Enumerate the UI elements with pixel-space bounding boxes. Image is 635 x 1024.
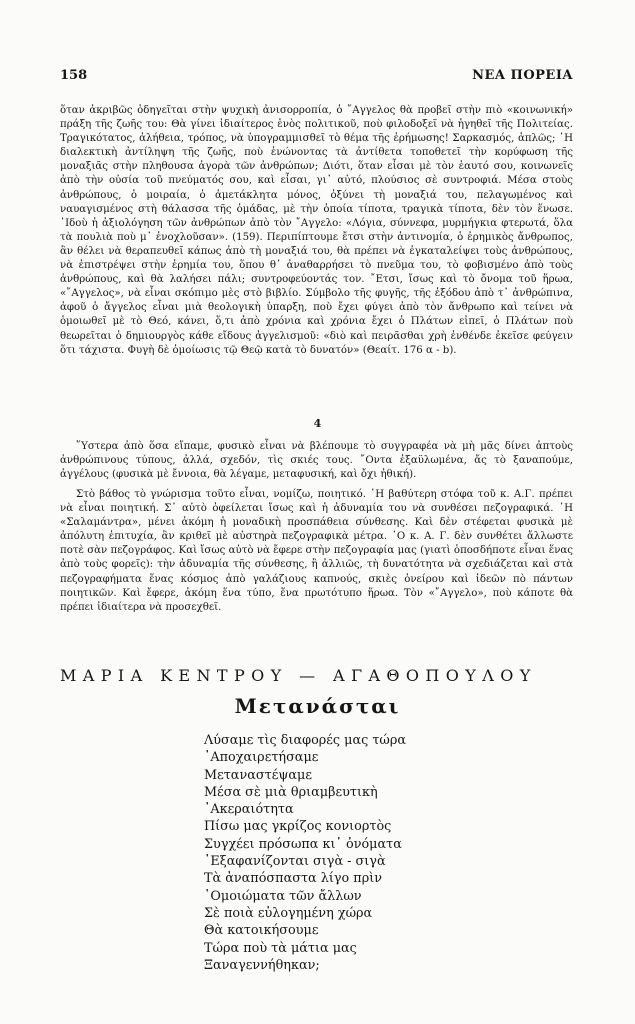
poem-line: Ξαναγεννήθηκαν; xyxy=(204,957,320,973)
poem-line: Πίσω μας γκρίζος κονιορτὸς xyxy=(204,819,392,835)
article-paragraph-2: ῞Υστερα ἀπὸ ὅσα εἴπαμε, φυσικὸ εἶναι νὰ βλέπουμε τὸ συγγραφέα νὰ μὴ μᾶς δίνει ἀπτοὺς ἀνθρώπινους τύπους, ἀλλά, σχεδόν, τὶς σκιές τους. ῎Οντα ἐξαϋλωμένα, ἄς τὸ ξαναπούμε, ἀγγέλους (φυσικὰ μὲ ἔννοια, θὰ λέγαμε, μεταφυσική, καὶ ὄχι ἠθική). xyxy=(60,441,573,481)
poem-title: Μετανάσται xyxy=(234,694,401,718)
poem-body xyxy=(204,732,406,974)
article-paragraph-3: Στὸ βάθος τὸ γνώρισμα τοῦτο εἶναι, νομίζω, ποιητικό. ῾Η βαθύτερη στόφα τοῦ κ. Α.Γ. πρέπει νὰ εἶναι ποιητική. Σ᾿ αὐτὸ ὀφείλεται ἴσως καὶ ἡ ἀδυναμία του νὰ συνθέσει πεζογραφικά. ῾Η «Σαλαμάντρα», μένει ἀκόμη ἡ μοναδικὴ προσπάθεια σύνθεσης. Καὶ δὲν στέφεται φυσικὰ μὲ ἀπόλυτη ἐπιτυχία, ἂν κριθεῖ μὲ αὐστηρὰ πεζογραφικὰ μέτρα. ᾿Ο κ. Α. Γ. δὲν συνθέτει ἄλλωστε ποτὲ σὰν πεζογράφος. Καὶ ἴσως αὐτὸ νὰ ἔφερε στὴν πεζογραφία μας (γιατὶ ὁποσδήποτε εἶναι ἕνας ἀπὸ τοὺς φορεῖς): τὴν ἀδυναμία τῆς σύνθεσης, ἢ ἀλλιῶς, τὴ δυνατότητα νὰ σχεδιάζεται καὶ στὰ πεζογραφήματα ἕνας κόσμος ἀπὸ γαλάζιους καπνούς, σκιὲς ὀνείρου καὶ ἰδεῶν πὸ πάντων ποιητικῶν. Καὶ ἔφερε, ἀκόμη ἕνα τύπο, ἕνα πρωτότυπο ἥρωα. Τὸν «῎Αγγελο», ποὺ κάποτε θὰ πρέπει ἰδιαίτερα νὰ προσεχθεῖ. xyxy=(60,489,573,613)
poem-line: Μεταναστέψαμε xyxy=(204,767,312,783)
poem-line: Τώρα ποὺ τὰ μάτια μας xyxy=(204,940,357,956)
poem-line: Θὰ κατοικήσουμε xyxy=(204,923,319,939)
page-number: 158 xyxy=(60,68,88,83)
poem-line: ᾿Αποχαιρετήσαμε xyxy=(204,750,319,766)
poem-line: ᾿Εξαφανίζονται σιγὰ - σιγὰ xyxy=(204,854,386,870)
poem-line: ᾿Ακεραιότητα xyxy=(204,802,294,818)
poem-line: Συγχέει πρόσωπα κι᾿ ὀνόματα xyxy=(204,836,402,852)
poem-line: Λύσαμε τὶς διαφορές μας τώρα xyxy=(204,733,407,748)
poem-line: ῾Ομοιώματα τῶν ἄλλων xyxy=(204,888,362,904)
poem-line: Μέσα σὲ μιὰ θριαμβευτικὴ xyxy=(204,784,378,800)
page-header xyxy=(60,68,573,88)
poem-line: Σὲ ποιὰ εὐλογημένη χώρα xyxy=(204,905,373,921)
section-number: 4 xyxy=(313,417,322,430)
poem-author: ΜΑΡΙΑ ΚΕΝΤΡΟΥ — ΑΓΑΘΟΠΟΥΛΟΥ xyxy=(60,666,537,685)
poem-line: Τὰ ἀναπόσπαστα λίγο πρὶν xyxy=(204,871,383,887)
journal-title: ΝΕΑ ΠΟΡΕΙΑ xyxy=(472,68,573,83)
article-paragraph-1: ὅταν ἀκριβῶς ὁδηγεῖται στὴν ψυχικὴ ἀνισορροπία, ὁ ῎Αγγελος θὰ προβεῖ στὴν πιὸ «κοινωνική» πράξη τῆς ζωῆς του: Θὰ γίνει ἰδιαίτερος ἑνὸς πολιτικοῦ, ποὺ φιλοδοξεῖ νὰ ἡγηθεῖ τῆς Πολιτείας. Τραγικότατος, ἀλήθεια, τρόπος, νὰ ὑπογραμμισθεῖ τὸ θέμα τῆς ἐρήμωσης! Σαρκασμός, ἁπλῶς; ῾Η διαλεκτικὴ ἀντίληψη τῆς ζωῆς, ποὺ ἑνώνοντας τὰ ἀντίθετα τοποθετεῖ τὴν κορύφωση τῆς μοναξιᾶς στὴν πληθουσα ἀγορὰ τῶν ἀνθρώπων; Διότι, ὅταν εἶσαι μὲ τὸν ἑαυτό σου, κοινωνεῖς ἀπὸ τὴν οὐσία τοῦ πνεύματός σου, καὶ εἶσαι, γι᾿ αὐτό, πλούσιος σὲ συντροφιά. Μέσα στοὺς ἀνθρώπους, ὁ μοιραία, ὁ ἀμετάκλητα μόνος, ὀξύνει τὴ μοναξιά του, πελαγωμένος καὶ ναυαγισμένος στὴ θάλασσα τῆς ὁμάδας, μὲ τὴν ὁποία τίποτα, τραγικὰ τίποτα, δὲν τὸν ἕνωσε. ᾿Ιδοὺ ἡ ἀξιολόγηση τῶν ἀνθρώπων ἀπὸ τὸν ῎Αγγελο: «Λόγια, σύννεφα, μυρμήγκια φτερωτά, ὅλα τὰ πουλιὰ ποὺ μ᾿ ἐνοχλοῦσαν». (159). Περιπίπτουμε ἔτσι στὴν ἀντινομία, ὁ ἐρημικὸς ἄνθρωπος, ἂν θέλει νὰ θεραπευθεῖ κάπως ἀπὸ τὴ μοναξιά του, θὰ πρέπει νὰ ἐγκαταλείψει τοὺς ἀνθρώπους, νὰ ἐπιστρέψει στὴν ἐρημία του, ὅπου θ᾿ ἀναθαρρήσει τὸ πνεῦμα του, τὸ φοβισμένο ἀπὸ τοὺς ἀνθρώπους, καὶ θὰ λαλήσει πάλι; συντροφεύοντάς τον. ῎Ετσι, ἴσως καὶ τὸ ὄνομα τοῦ ἥρωα, «῎Αγγελος», νὰ εἶναι σκόπιμο μὲς στὸ βιβλίο. Σύμβολο τῆς φυγῆς, τῆς ἐξόδου ἀπὸ τ᾿ ἀνθρώπινα, ἀφοῦ ὁ ἄγγελος εἶναι μιὰ θεολογικὴ ὑπαρξη, ποὺ ἔχει φύγει ἀπὸ τὸν ἄνθρωπο καὶ τείνει νὰ ὁμοιωθεῖ μὲ τὸ Θεό, κάνει, ὅ,τι ἀπὸ χρόνια καὶ χρόνια ἔχει ὁ Πλάτων εἰπεῖ, ὁ Πλάτων ποὺ θεωρεῖται ὁ δημιουργὸς κάθε εἴδους ἀγγελισμοῦ: «διὸ καὶ πειρᾶσθαι χρὴ ἐνθένδε ἐκεῖσε φεύγειν ὅτι τάχιστα. Φυγὴ δὲ ὁμοίωσις τῷ Θεῷ κατὰ τὸ δυνατόν» (Θεαίτ. 176 α - b). xyxy=(60,105,573,356)
